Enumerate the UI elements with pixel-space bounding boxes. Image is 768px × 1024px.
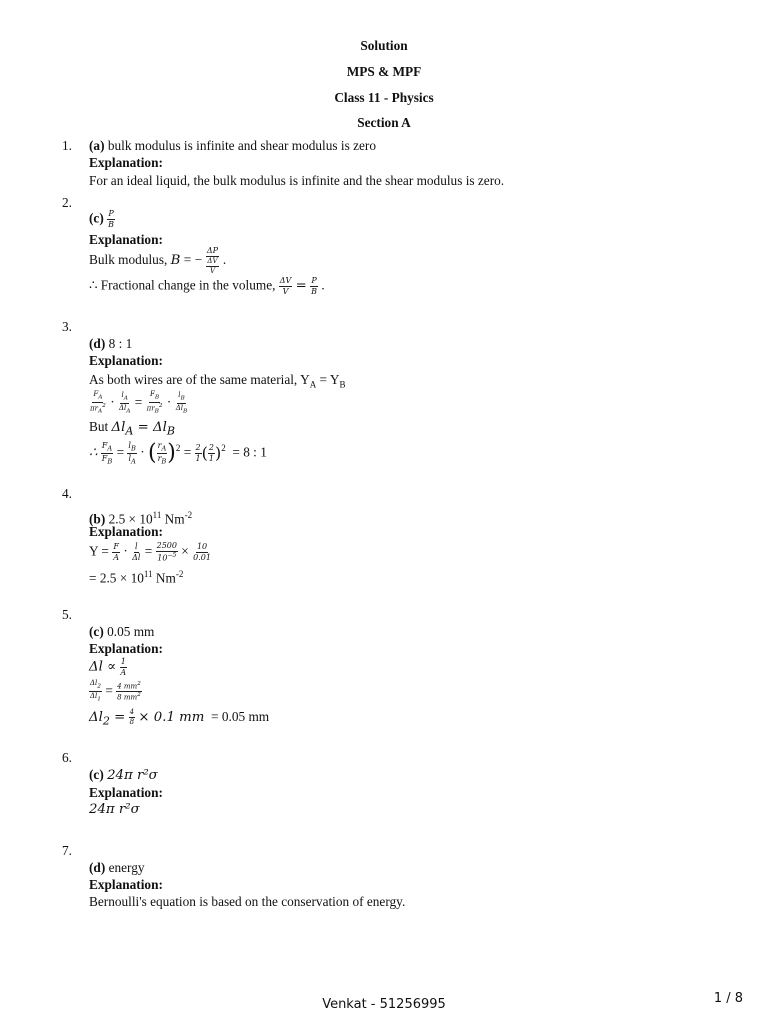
answer-line <box>89 767 158 784</box>
but-condition: But $\Delta l_A = \Delta l_B$ <box>89 419 176 438</box>
elongation-result: $\Delta l_2$ = $\frac{4}{8}$ × 0.1 mm = 0.05 mm <box>89 708 270 728</box>
answer-line <box>89 860 145 876</box>
document-subtitle: MPS & MPF <box>346 64 422 79</box>
question-number: 2. <box>62 195 72 210</box>
answer-option: (c) <box>89 210 104 226</box>
answer-option: (d) <box>89 336 106 351</box>
explanation-text: Bernoulli's equation is based on the conservation of energy. <box>89 894 406 909</box>
explanation-label: Explanation: <box>89 785 163 800</box>
explanation-label: Explanation: <box>89 353 163 368</box>
question-number: 6. <box>62 750 72 765</box>
answer-option: (b) <box>89 511 106 527</box>
bulk-modulus-formula: Bulk modulus, B = − ΔP $\frac{\Delta V}{V}$ . <box>89 246 227 275</box>
elongation-ratio-formula: $\frac{\Delta l_2}{\Delta l_1}$ = $\frac{4 mm^2}{8 mm^2}$ <box>90 679 141 703</box>
footer-author: Venkat - 51256995 <box>322 997 446 1012</box>
question-number: 1. <box>62 138 72 153</box>
explanation-label: Explanation: <box>89 641 163 656</box>
section-heading: Section A <box>357 115 411 130</box>
same-material-line: As both wires are of the same material, $Y_A = Y_B$ <box>89 372 346 390</box>
answer-line: (b) $2.5 \times 10^{11}$ $Nm^{-2}$ <box>89 510 193 527</box>
explanation-label: Explanation: <box>89 877 163 892</box>
answer-text: 8 : 1 <box>108 336 133 351</box>
stress-strain-equation: $F_A$ $\pi r_A^2$ · $l_A$ $\Delta l_A$ = $F_B$ $\pi r_B^2$ · $l_B$ $\Delta l_B$ <box>90 390 188 415</box>
explanation-math: 24π r²σ <box>89 802 140 817</box>
question-number: 7. <box>62 843 72 858</box>
page-number: 1 / 8 <box>713 991 743 1006</box>
explanation-label: Explanation: <box>89 155 163 170</box>
answer-text: 0.05 mm <box>107 624 155 639</box>
youngs-modulus-formula: Y = $\frac{F}{A}$ · $\frac{l}{\Delta l}$ = $\frac{2500}{10^{-5}}$ × $\frac{10}{0.01}$ <box>89 541 211 563</box>
answer-option: (c) <box>89 624 104 639</box>
answer-line <box>89 624 154 640</box>
answer-line <box>89 138 376 154</box>
answer-text: 2.5 × 10 <box>108 511 153 527</box>
answer-option: (a) <box>89 138 105 153</box>
answer-text: 24π r²σ <box>107 768 158 783</box>
document-title: Solution <box>360 38 408 53</box>
question-number: 4. <box>62 486 72 501</box>
answer-fraction: $\frac{P}{B}$ <box>108 209 114 229</box>
answer-text: energy <box>108 860 145 875</box>
youngs-modulus-result: = $2.5 \times 10^{11}$ $Nm^{-2}$ <box>89 569 184 586</box>
answer-option: (d) <box>89 860 106 875</box>
explanation-label: Explanation: <box>89 232 163 247</box>
question-number: 3. <box>62 319 72 334</box>
question-number: 5. <box>62 607 72 622</box>
proportionality-formula: Δl ∝ $\frac{1}{A}$ <box>89 657 127 677</box>
answer-line <box>89 336 132 352</box>
answer-text: bulk modulus is infinite and shear modulus is zero <box>107 138 376 153</box>
explanation-label: Explanation: <box>89 524 163 539</box>
answer-line <box>89 210 115 229</box>
explanation-text: For an ideal liquid, the bulk modulus is infinite and the shear modulus is zero. <box>89 173 505 188</box>
force-ratio-equation: ∴ $\frac{F_A}{F_B}$ = $\frac{l_B}{l_A}$ · ( $\frac{r_A}{r_B}$ )$^2$ = $\frac{2}{1}$ ( $\frac{2}{1}$ )$^2$ = 8 : 1 <box>89 440 267 466</box>
class-line: Class 11 - Physics <box>334 90 434 105</box>
answer-option: (c) <box>89 767 104 782</box>
fractional-change-formula: ∴ Fractional change in the volume, $\frac{\Delta V}{V}$ = $\frac{P}{B}$ . <box>89 276 325 296</box>
